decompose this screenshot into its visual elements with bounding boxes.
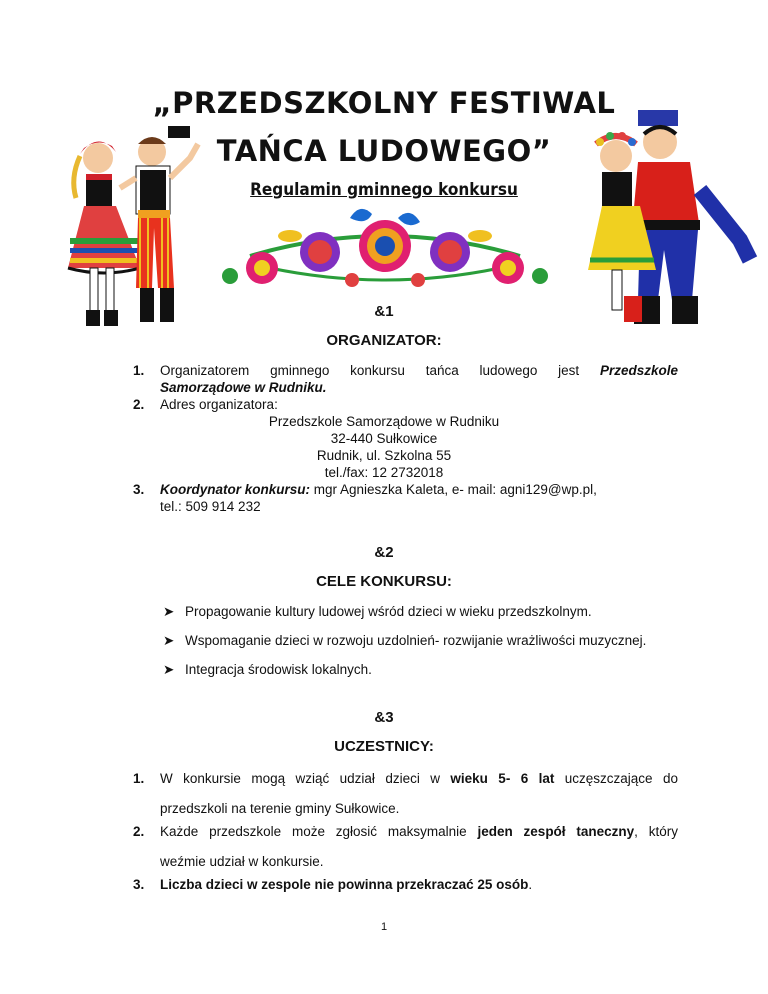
arrowhead-bullet-icon: ➤ (163, 662, 175, 677)
item-text: W konkursie mogą wziąć udział dzieci w (160, 771, 451, 786)
section-1-heading: ORGANIZATOR: (326, 332, 442, 349)
address-line: Rudnik, ul. Szkolna 55 (316, 448, 452, 463)
children-limit: Liczba dzieci w zespole nie powinna przekraczać 25 osób (160, 877, 529, 892)
subtitle: Regulamin gminnego konkursu (250, 180, 518, 200)
item-number: 3. (133, 877, 145, 892)
address-line: 32-440 Sułkowice (330, 431, 438, 446)
section-3-item-1 (133, 764, 678, 824)
goal-list-item (163, 662, 372, 678)
coordinator-text: mgr Agnieszka Kaleta, e- mail: agni129@wp.pl, (310, 482, 597, 497)
section-1-number: &1 (374, 303, 394, 320)
section-3-item-2 (133, 817, 678, 877)
item-number: 1. (133, 771, 145, 786)
item-text: Adres organizatora: (160, 397, 278, 412)
age-requirement: wieku 5- 6 lat (450, 771, 555, 786)
item-text: Każde przedszkole może zgłosić maksymalnie (160, 824, 478, 839)
goal-text: Propagowanie kultury ludowej wśród dzieci w wieku przedszkolnym. (185, 604, 592, 619)
section-2-number: &2 (374, 544, 394, 561)
folk-flower-ornament (210, 196, 560, 292)
item-number: 3. (133, 482, 145, 497)
item-text: . (528, 877, 533, 892)
team-limit: jeden zespół taneczny (477, 824, 635, 839)
item-text: Organizatorem gminnego konkursu tańca ludowego jest (160, 363, 580, 378)
arrowhead-bullet-icon: ➤ (163, 633, 175, 648)
item-number: 2. (133, 397, 145, 412)
goal-text: Wspomaganie dzieci w rozwoju uzdolnień- rozwijanie wrażliwości muzycznej. (185, 633, 647, 648)
organizer-name-part-1: Przedszkole (599, 363, 678, 378)
goal-text: Integracja środowisk lokalnych. (185, 662, 372, 677)
item-number: 2. (133, 824, 145, 839)
page-number: 1 (380, 921, 388, 933)
title-line-2: TAŃCA LUDOWEGO” (216, 134, 552, 168)
address-line: tel./fax: 12 2732018 (324, 465, 444, 480)
section-1-item-2 (133, 396, 678, 413)
item-text-continued: przedszkoli na terenie gminy Sułkowice. (160, 801, 400, 816)
address-line: Przedszkole Samorządowe w Rudniku (268, 414, 500, 429)
organizer-name-part-2: Samorządowe w Rudniku. (160, 380, 327, 395)
item-number: 1. (133, 363, 145, 378)
coordinator-phone: tel.: 509 914 232 (160, 499, 261, 514)
item-text: uczęszczające do (554, 771, 678, 786)
arrowhead-bullet-icon: ➤ (163, 604, 175, 619)
item-text-continued: weźmie udział w konkursie. (160, 854, 324, 869)
coordinator-label: Koordynator konkursu: (160, 482, 311, 497)
section-1-item-3 (133, 481, 693, 515)
section-3-number: &3 (374, 709, 394, 726)
section-3-heading: UCZESTNICY: (334, 738, 434, 755)
item-text: , który (634, 824, 678, 839)
section-3-item-3 (133, 870, 678, 900)
title-line-1: „PRZEDSZKOLNY FESTIWAL (152, 86, 616, 120)
goal-list-item (163, 633, 646, 649)
address-block (0, 413, 768, 481)
section-2-heading: CELE KONKURSU: (316, 573, 452, 590)
section-1-item-1 (133, 362, 678, 396)
goal-list-item (163, 604, 592, 620)
